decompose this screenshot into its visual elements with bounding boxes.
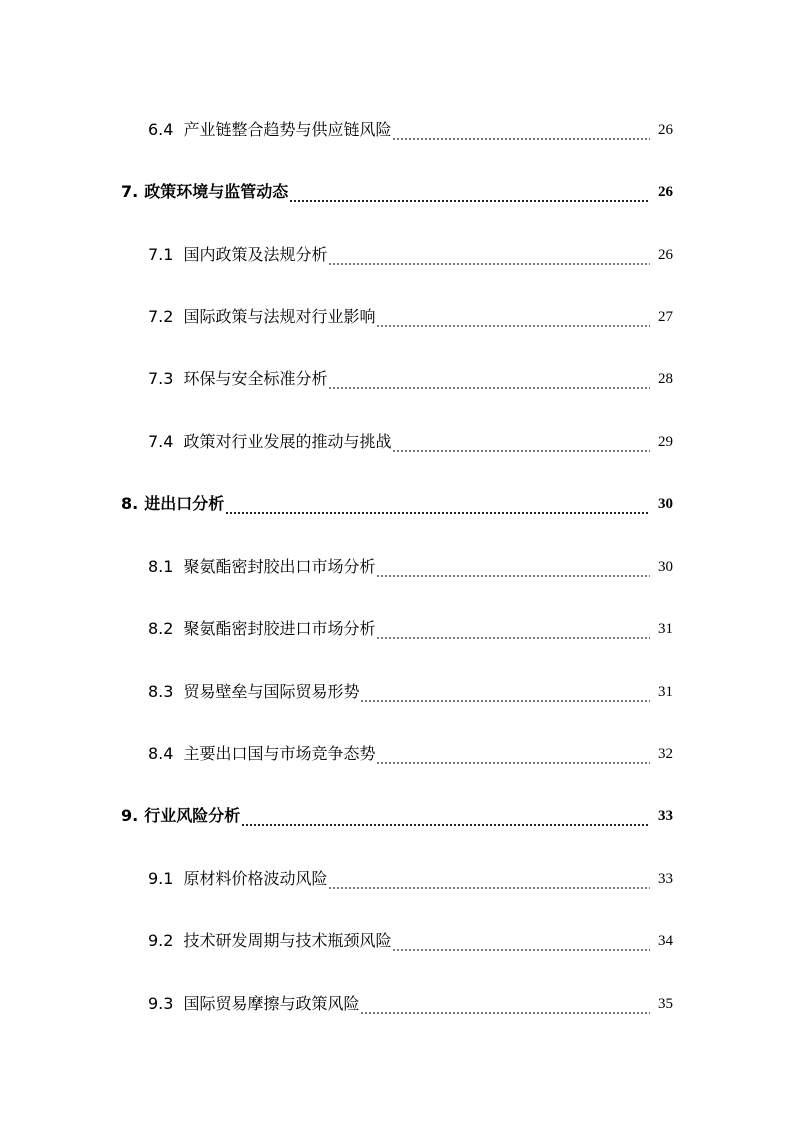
toc-entry-page: 26	[658, 247, 673, 263]
toc-entry-title	[121, 182, 288, 203]
toc-entry-title	[148, 994, 359, 1015]
toc-entry-text: 国内政策及法规分析	[183, 245, 328, 264]
dot-leader	[360, 683, 650, 703]
toc-entry-text: 主要出口国与市场竞争态势	[183, 744, 376, 763]
toc-entry-title	[148, 744, 375, 765]
toc-entry-page: 33	[658, 808, 673, 824]
toc-entry-number: 9.2	[148, 931, 174, 950]
toc-entry-title	[148, 307, 375, 328]
toc-entry-number: 9.1	[148, 869, 174, 888]
toc-entry-number: 7.	[121, 182, 139, 201]
dot-leader	[241, 807, 650, 827]
toc-entry-7-2[interactable]	[0, 302, 794, 328]
toc-entry-page: 32	[658, 746, 673, 762]
toc-entry-title	[148, 120, 391, 141]
toc-entry-number: 7.4	[148, 432, 174, 451]
toc-entry-number: 8.1	[148, 557, 174, 576]
toc-entry-8[interactable]	[0, 489, 794, 515]
toc-entry-text: 政策对行业发展的推动与挑战	[183, 432, 392, 451]
toc-entry-page: 34	[658, 933, 673, 949]
toc-entry-text: 技术研发周期与技术瓶颈风险	[183, 931, 392, 950]
toc-entry-number: 9.	[121, 806, 139, 825]
toc-entry-page: 31	[658, 621, 673, 637]
toc-entry-number: 7.3	[148, 369, 174, 388]
dot-leader	[376, 745, 650, 765]
dot-leader	[392, 932, 650, 952]
toc-entry-text: 原材料价格波动风险	[183, 869, 328, 888]
toc-entry-8-3[interactable]	[0, 677, 794, 703]
toc-entry-text: 贸易壁垒与国际贸易形势	[183, 682, 360, 701]
toc-entry-8-4[interactable]	[0, 739, 794, 765]
dot-leader	[376, 620, 650, 640]
dot-leader	[392, 121, 650, 141]
toc-entry-number: 8.	[121, 494, 139, 513]
toc-entry-title	[148, 557, 375, 578]
toc-entry-page: 35	[658, 996, 673, 1012]
toc-entry-text: 环保与安全标准分析	[183, 369, 328, 388]
dot-leader	[328, 246, 650, 266]
toc-entry-text: 国际贸易摩擦与政策风险	[183, 994, 360, 1013]
toc-entry-7-1[interactable]	[0, 240, 794, 266]
toc-entry-9-3[interactable]	[0, 989, 794, 1015]
toc-entry-title	[148, 619, 375, 640]
toc-entry-number: 8.2	[148, 619, 174, 638]
dot-leader	[360, 995, 650, 1015]
toc-entry-title	[121, 494, 224, 515]
toc-entry-text: 政策环境与监管动态	[144, 182, 289, 201]
toc-entry-number: 9.3	[148, 994, 174, 1013]
toc-entry-9-1[interactable]	[0, 864, 794, 890]
toc-entry-page: 30	[658, 559, 673, 575]
toc-entry-page: 26	[658, 184, 673, 200]
toc-entry-title	[148, 245, 327, 266]
dot-leader	[376, 558, 650, 578]
toc-entry-6-4[interactable]	[0, 115, 794, 141]
toc-entry-page: 28	[658, 371, 673, 387]
toc-entry-text: 进出口分析	[144, 494, 225, 513]
toc-entry-7[interactable]	[0, 177, 794, 203]
toc-entry-page: 31	[658, 684, 673, 700]
toc-entry-9[interactable]	[0, 801, 794, 827]
dot-leader	[376, 308, 650, 328]
dot-leader	[328, 870, 650, 890]
toc-entry-7-4[interactable]	[0, 427, 794, 453]
toc-entry-page: 26	[658, 122, 673, 138]
toc-entry-8-2[interactable]	[0, 614, 794, 640]
toc-entry-title	[121, 806, 240, 827]
toc-entry-number: 7.2	[148, 307, 174, 326]
toc-entry-number: 7.1	[148, 245, 174, 264]
toc-entry-number: 8.3	[148, 682, 174, 701]
toc-entry-title	[148, 432, 391, 453]
dot-leader	[328, 370, 650, 390]
toc-entry-page: 27	[658, 309, 673, 325]
toc-entry-title	[148, 369, 327, 390]
toc-entry-number: 6.4	[148, 120, 174, 139]
toc-entry-page: 29	[658, 434, 673, 450]
toc-entry-title	[148, 931, 391, 952]
toc-entry-page: 33	[658, 871, 673, 887]
toc-entry-title	[148, 869, 327, 890]
toc-entry-number: 8.4	[148, 744, 174, 763]
dot-leader	[392, 433, 650, 453]
dot-leader	[289, 183, 650, 203]
toc-entry-text: 行业风险分析	[144, 806, 241, 825]
toc-entry-page: 30	[658, 496, 673, 512]
toc-entry-8-1[interactable]	[0, 552, 794, 578]
toc-entry-text: 聚氨酯密封胶进口市场分析	[183, 619, 376, 638]
toc-entry-text: 国际政策与法规对行业影响	[183, 307, 376, 326]
toc-entry-text: 产业链整合趋势与供应链风险	[183, 120, 392, 139]
toc-entry-title	[148, 682, 359, 703]
toc-entry-9-2[interactable]	[0, 926, 794, 952]
dot-leader	[225, 495, 650, 515]
toc-entry-7-3[interactable]	[0, 364, 794, 390]
toc-entry-text: 聚氨酯密封胶出口市场分析	[183, 557, 376, 576]
